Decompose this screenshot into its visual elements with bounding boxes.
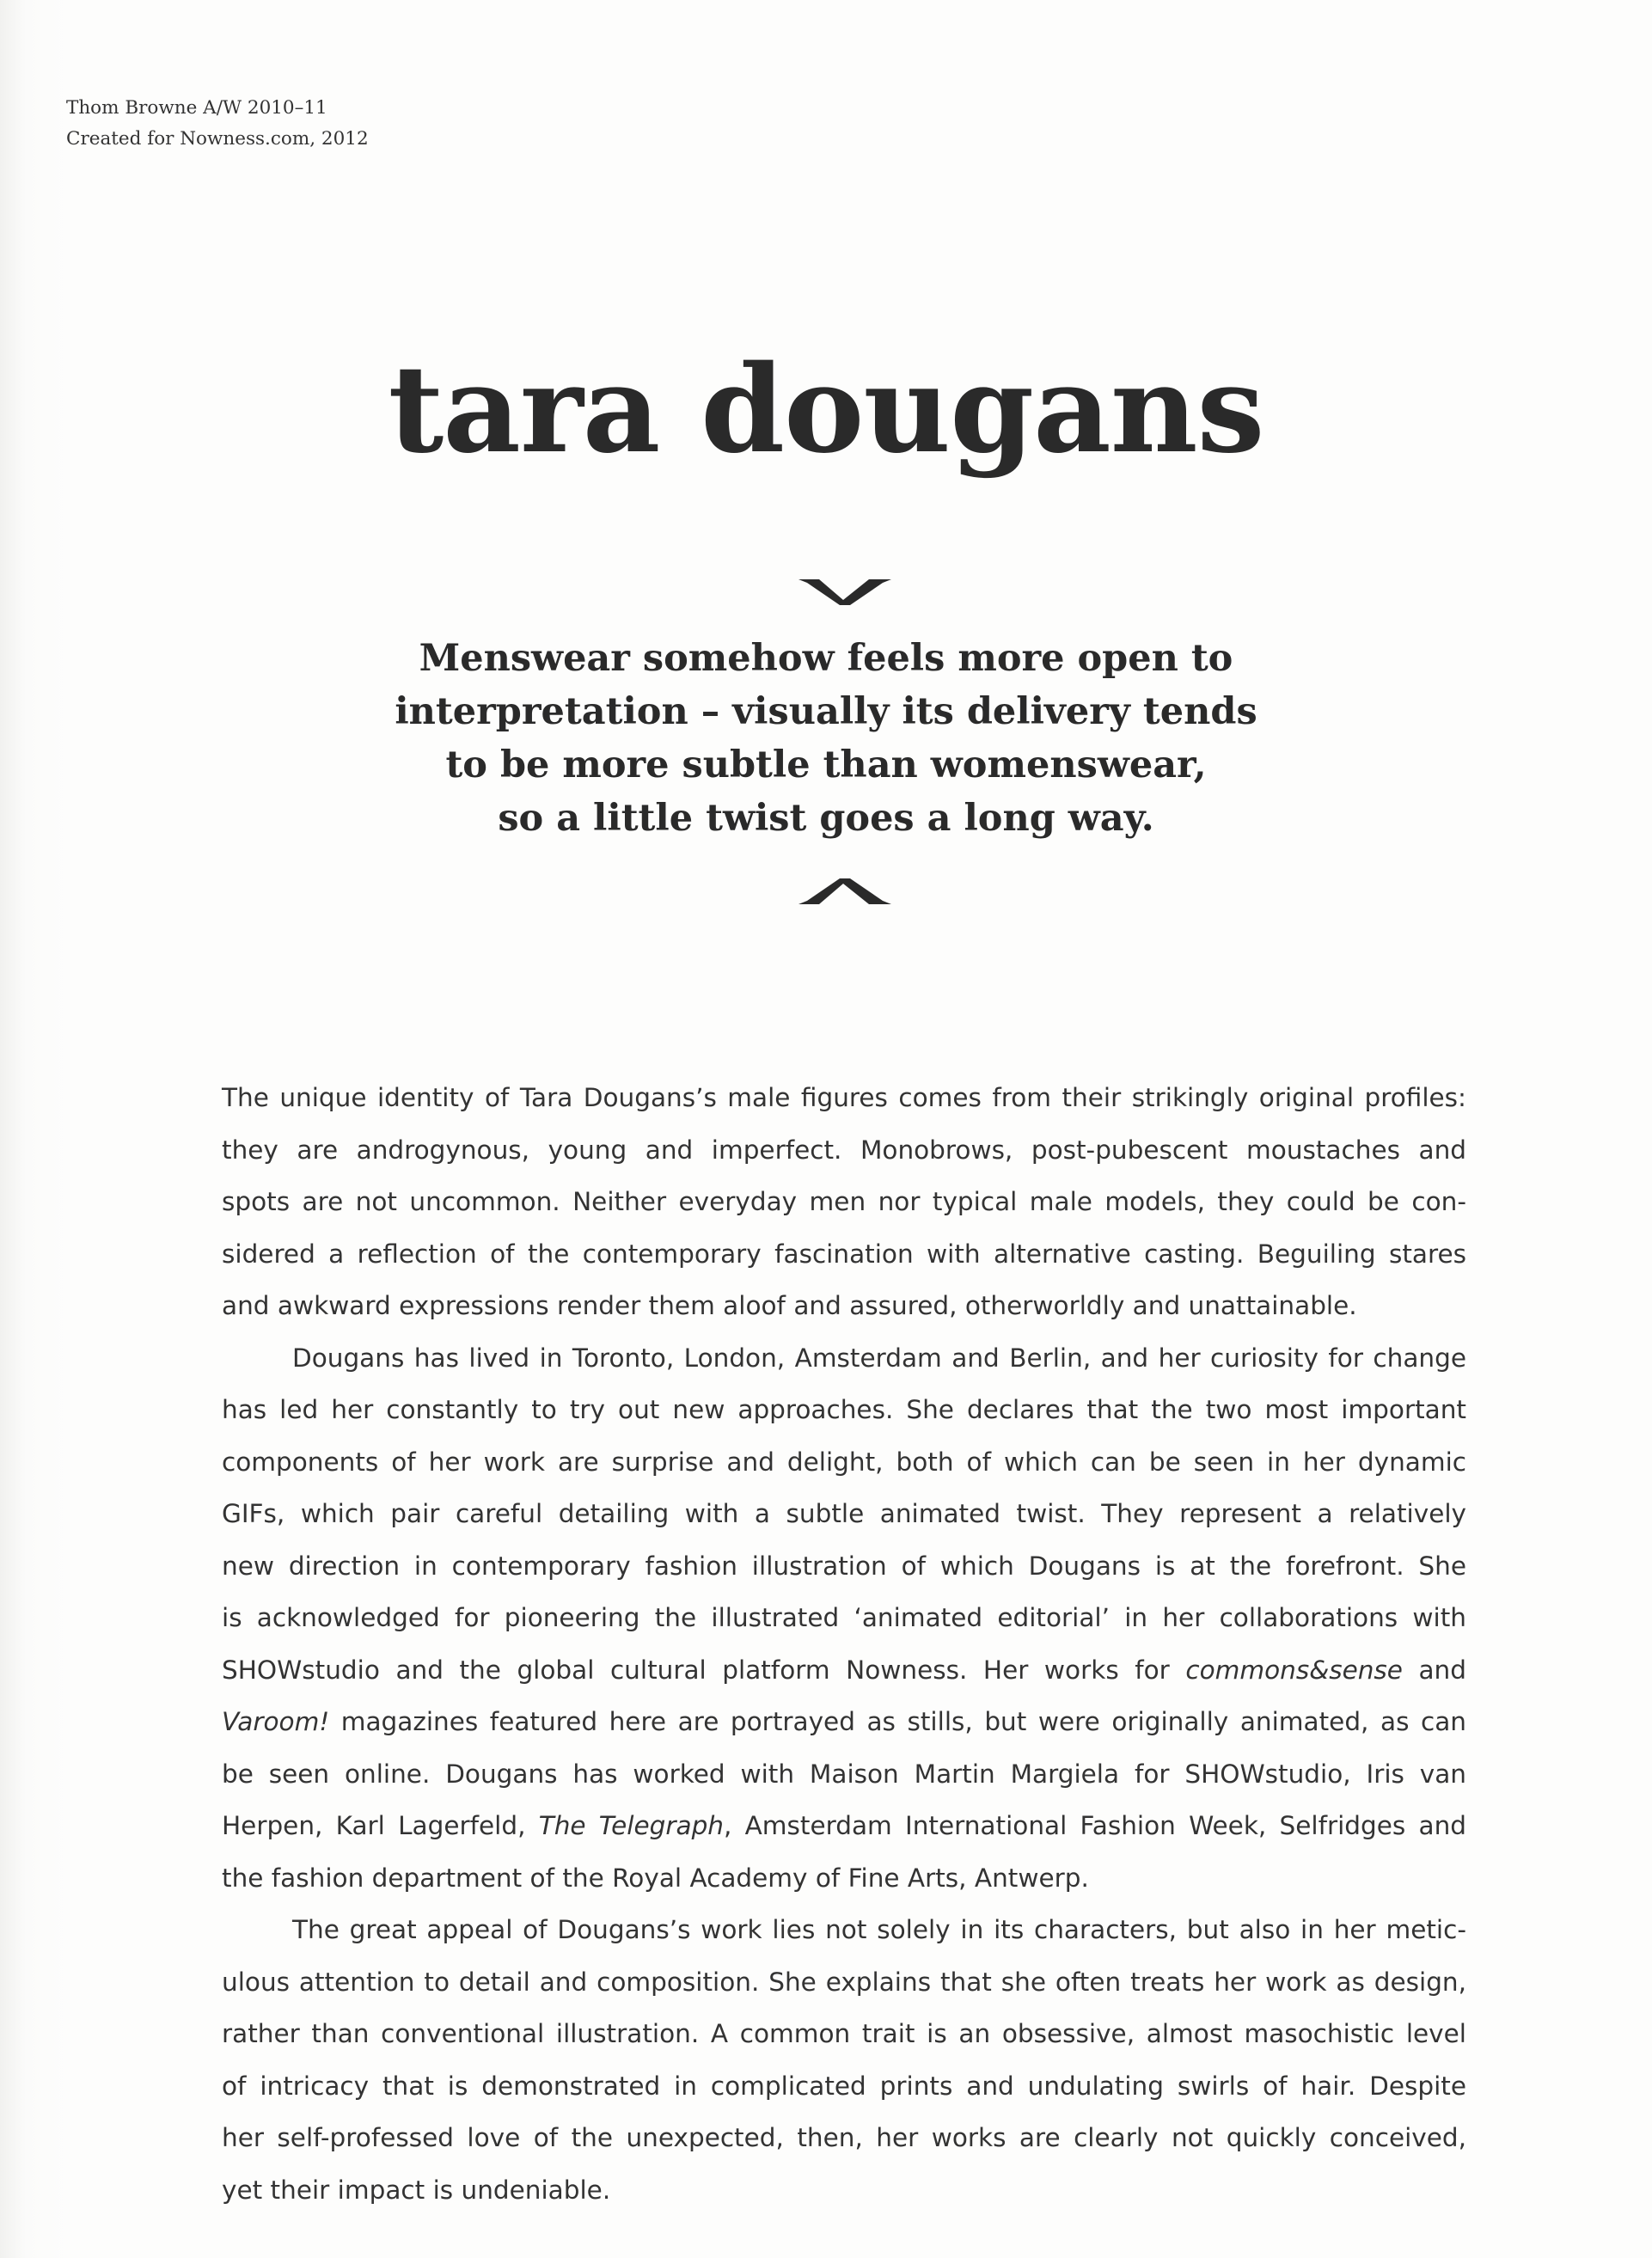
text-line: sidered a reflection of the contemporary fascination with alternative casting. Beguiling stares [222, 1239, 1466, 1269]
text-line: new direction in contemporary fashion illustration of which Dougans is at the forefront. She [222, 1551, 1466, 1581]
text-line: they are androgynous, young and imperfect. Monobrows, post-pubescent moustaches and [222, 1135, 1466, 1165]
publication-name: The Telegraph [538, 1811, 725, 1840]
text-run: SHOWstudio and the global cultural platform Nowness. Her works for [222, 1655, 1186, 1685]
text-run: , Amsterdam International Fashion Week, Selfridges and [724, 1811, 1467, 1840]
text-run: and [1402, 1655, 1466, 1685]
text-line: spots are not uncommon. Neither everyday men nor typical male models, they could be con- [222, 1187, 1466, 1216]
text-line: components of her work are surprise and delight, both of which can be seen in her dynamic [222, 1447, 1466, 1477]
text-line: the fashion department of the Royal Academy of Fine Arts, Antwerp. [222, 1863, 1089, 1893]
paragraph-1 [222, 1072, 1466, 1332]
text-line: is acknowledged for pioneering the illustrated ‘animated editorial’ in her collaborations with [222, 1603, 1466, 1632]
paragraph-3 [222, 1904, 1466, 2216]
paragraph-2 [222, 1332, 1466, 1905]
article-body [222, 1072, 1466, 2216]
close-quote-ornament-icon [793, 875, 896, 909]
text-line: be seen online. Dougans has worked with Maison Martin Margiela for SHOWstudio, Iris van [222, 1759, 1466, 1789]
text-line: ulous attention to detail and composition. She explains that she often treats her work as design, [222, 1967, 1466, 1997]
publication-name: commons&sense [1185, 1655, 1403, 1685]
pull-quote-line: so a little twist goes a long way. [498, 797, 1154, 840]
image-caption [66, 93, 369, 155]
page-title: tara dougans [388, 340, 1264, 480]
text-line [222, 1800, 1466, 1852]
text-line: GIFs, which pair careful detailing with a subtle animated twist. They represent a relatively [222, 1499, 1466, 1528]
pull-quote-line: interpretation – visually its delivery tends [395, 690, 1257, 733]
caption-line-2: Created for Nowness.com, 2012 [66, 128, 369, 150]
text-line: of intricacy that is demonstrated in complicated prints and undulating swirls of hair. Despite [222, 2071, 1466, 2101]
publication-name: Varoom! [222, 1707, 330, 1736]
pull-quote-line: to be more subtle than womenswear, [445, 743, 1207, 786]
text-line: and awkward expressions render them aloof and assured, otherworldly and unattainable. [222, 1291, 1357, 1320]
text-run: Herpen, Karl Lagerfeld, [222, 1811, 539, 1840]
text-line [222, 1696, 1466, 1748]
text-line: The unique identity of Tara Dougans’s male figures comes from their strikingly original profiles: [222, 1083, 1466, 1112]
pull-quote-line: Menswear somehow feels more open to [419, 637, 1233, 680]
text-line: The great appeal of Dougans’s work lies not solely in its characters, but also in her metic- [292, 1915, 1466, 1944]
text-line: rather than conventional illustration. A common trait is an obsessive, almost masochistic level [222, 2019, 1466, 2048]
text-line [222, 1644, 1466, 1697]
caption-line-1: Thom Browne A/W 2010–11 [66, 97, 327, 119]
text-line: yet their impact is undeniable. [222, 2175, 611, 2205]
text-line: Dougans has lived in Toronto, London, Amsterdam and Berlin, and her curiosity for change [292, 1343, 1466, 1373]
text-line: her self-professed love of the unexpected, then, her works are clearly not quickly conceived, [222, 2123, 1466, 2152]
text-line: has led her constantly to try out new approaches. She declares that the two most important [222, 1395, 1466, 1424]
open-quote-ornament-icon [793, 574, 896, 609]
text-run: magazines featured here are portrayed as stills, but were originally animated, as can [329, 1707, 1466, 1736]
pull-quote [0, 632, 1652, 845]
